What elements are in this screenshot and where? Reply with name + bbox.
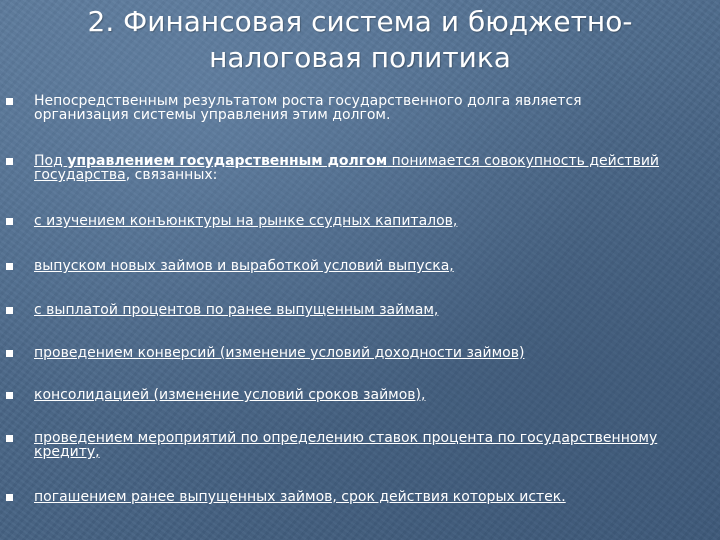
list-item-text: выпуском новых займов и выработкой условий выпуска, [34, 258, 454, 274]
square-bullet-icon [6, 158, 13, 165]
square-bullet-icon [6, 494, 13, 501]
list-item-text [34, 154, 674, 182]
title-line-1: 2. Финансовая система и бюджетно- [87, 5, 633, 38]
square-bullet-icon [6, 218, 13, 225]
list-item-text: консолидацией (изменение условий сроков займов), [34, 387, 426, 403]
list-item-text: с изучением конъюнктуры на рынке ссудных капиталов, [34, 213, 458, 229]
text-segment: Под [34, 153, 68, 169]
square-bullet-icon [6, 263, 13, 270]
title-line-2: налоговая политика [209, 41, 511, 74]
list-item-text: проведением мероприятий по определению ставок процента по государственному кредиту, [34, 430, 658, 460]
square-bullet-icon [6, 98, 13, 105]
list-item-text: с выплатой процентов по ранее выпущенным займам, [34, 302, 439, 318]
square-bullet-icon [6, 350, 13, 357]
square-bullet-icon [6, 307, 13, 314]
square-bullet-icon [6, 392, 13, 399]
text-segment: , связанных: [125, 167, 218, 183]
list-item-text: проведением конверсий (изменение условий доходности займов) [34, 345, 525, 361]
list-item-text: Непосредственным результатом роста государственного долга является организация системы управления этим долгом. [34, 93, 582, 123]
text-segment-bold: управлением государственным долгом [67, 153, 388, 169]
text-segment: понимается совокупность действий государства [34, 153, 660, 183]
list-item-text: погашением ранее выпущенных займов, срок действия которых истек. [34, 489, 566, 505]
square-bullet-icon [6, 435, 13, 442]
